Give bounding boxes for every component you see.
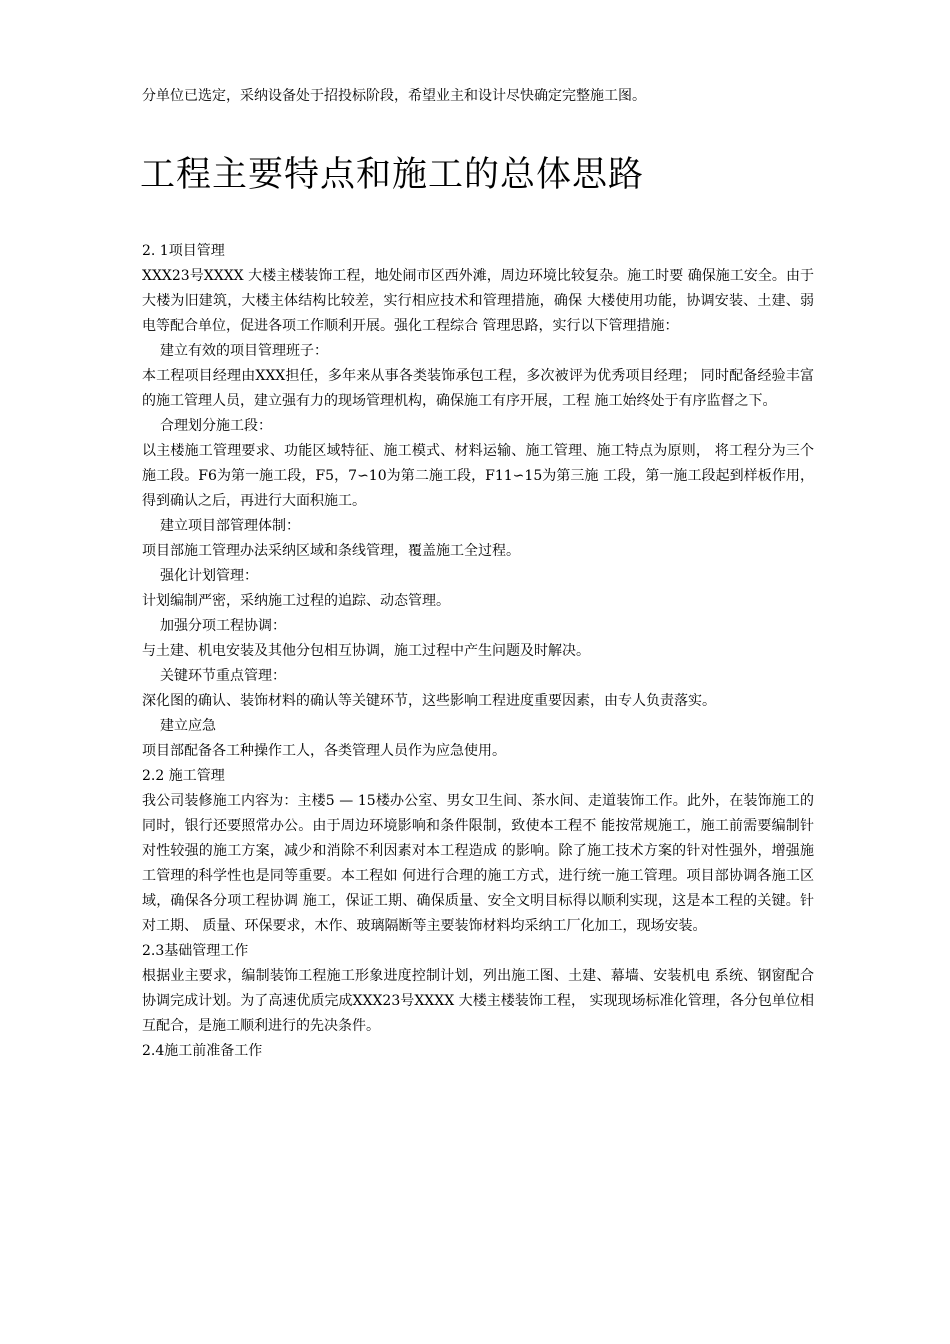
paragraph: 计划编制严密，采纳施工过程的追踪、动态管理。 [142,593,450,609]
paragraph: 项目部配备各工种操作工人，各类管理人员作为应急使用。 [142,743,506,759]
subsection-heading: 2.2 施工管理 [142,768,225,784]
paragraph: 深化图的确认、装饰材料的确认等关键环节，这些影响工程进度重要因素，由专人负责落实。 [142,693,716,709]
paragraph: 本工程项目经理由XXX担任，多年来从事各类装饰承包工程，多次被评为优秀项目经理； 同时配备经验丰富的施工管理人员，建立强有力的现场管理机构，确保施工有序开展，工程 施工始终处于有序监督之下。 [142,368,814,409]
intro-paragraph: 分单位已选定，采纳设备处于招投标阶段，希望业主和设计尽快确定完整施工图。 [142,88,646,104]
paragraph: 与土建、机电安装及其他分包相互协调，施工过程中产生问题及时解决。 [142,643,590,659]
document-body [142,239,814,1064]
paragraph: 我公司装修施工内容为：主楼5 — 15楼办公室、男女卫生间、茶水间、走道装饰工作。此外，在装饰施工的同时，银行还要照常办公。由于周边环境影响和条件限制，致使本工程不 能按常规施工，施工前需要编制针对性较强的施工方案，减少和消除不利因素对本工程造成 的影响。除了施工技术方案的针对性强外，增强施工管理的科学性也是同等重要。本工程如 何进行合理的施工方式，进行统一施工管理。项目部协调各施工区域，确保各分项工程协调 施工，保证工期、确保质量、安全文明目标得以顺利实现，这是本工程的关键。针对工期、 质量、环保要求，木作、玻璃隔断等主要装饰材料均采纳工厂化加工，现场安装。 [142,793,814,934]
sub-heading: 合理划分施工段： [160,418,272,434]
sub-heading: 加强分项工程协调： [160,618,286,634]
paragraph: 项目部施工管理办法采纳区域和条线管理，覆盖施工全过程。 [142,543,520,559]
subsection-heading: 2.3基础管理工作 [142,943,249,959]
sub-heading: 关键环节重点管理： [160,668,286,684]
paragraph: 根据业主要求，编制装饰工程施工形象进度控制计划，列出施工图、土建、幕墙、安装机电 系统、钢窗配合协调完成计划。为了高速优质完成XXX23号XXXX 大楼主楼装饰工程， 实现现场标准化管理，各分包单位相互配合，是施工顺利进行的先决条件。 [142,968,814,1034]
sub-heading: 强化计划管理： [160,568,258,584]
paragraph: 以主楼施工管理要求、功能区域特征、施工模式、材料运输、施工管理、施工特点为原则， 将工程分为三个施工段。F6为第一施工段，F5，7∽10为第二施工段，F11∽15为第三施 工段，第一施工段起到样板作用，得到确认之后，再进行大面积施工。 [142,443,814,509]
subsection-heading: 2. 1项目管理 [142,243,225,259]
subsection-heading: 2.4施工前准备工作 [142,1043,263,1059]
sub-heading: 建立应急 [160,718,216,734]
section-title: 工程主要特点和施工的总体思路 [140,155,645,195]
paragraph: XXX23号XXXX 大楼主楼装饰工程，地处闹市区西外滩，周边环境比较复杂。施工时要 确保施工安全。由于大楼为旧建筑，大楼主体结构比较差，实行相应技术和管理措施，确保 大楼使用功能，协调安装、土建、弱电等配合单位，促进各项工作顺利开展。强化工程综合 管理思路，实行以下管理措施： [142,268,814,334]
sub-heading: 建立有效的项目管理班子： [160,343,328,359]
sub-heading: 建立项目部管理体制： [160,518,300,534]
document-content [142,84,814,1064]
